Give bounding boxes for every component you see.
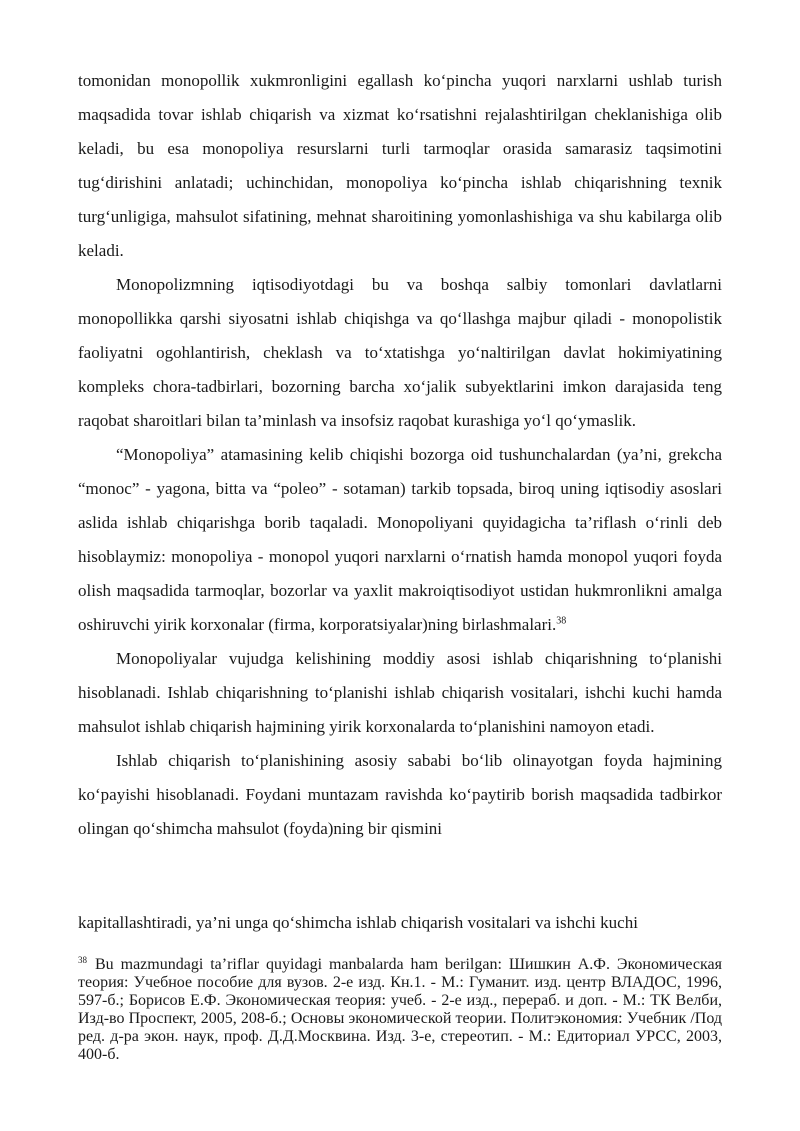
clipped-line: kapitallashtiradi, ya’ni unga qo‘shimcha ishlab chiqarish vositalari va ishchi kuchi — [78, 913, 638, 932]
footnote-mark: 38 — [78, 954, 87, 965]
paragraph-2: Monopolizmning iqtisodiyotdagi bu va boshqa salbiy tomonlari davlatlarni monopollikka qarshi siyosatni ishlab chiqishga va qo‘llashga majbur qiladi - monopolistik faoliyatni ogohlantirish, cheklash va to‘xtatishga yo‘naltirilgan davlat hokimiyatining kompleks chora-tadbirlari, bozorning barcha xo‘jalik subyektlarini imkon darajasida teng raqobat sharoitlari bilan ta’minlash va insofsiz raqobat kurashiga yo‘l qo‘ymaslik. — [78, 275, 722, 430]
paragraph-5: Ishlab chiqarish to‘planishining asosiy sababi bo‘lib olinayotgan foyda hajmining ko‘payishi hisoblanadi. Foydani muntazam ravishda ko‘paytirib borish maqsadida tadbirkor olingan qo‘shimcha mahsulot (foyda)ning bir qismini — [78, 751, 722, 838]
footnote-text: Bu mazmundagi ta’riflar quyidagi manbalarda ham berilgan: Шишкин А.Ф. Экономическая теория: Учебное пособие для вузов. 2-е изд. Кн.1. - М.: Гуманит. изд. центр ВЛАДОС, 1996, 597-б.; Борисов Е.Ф. Экономическая теория: учеб. - 2-е изд., перераб. и доп. - М.: ТК Велби, Изд-во Проспект, 2005, 208-б.; Основы экономической теории. Политэкономия: Учебник /Под ред. д-ра экон. наук, проф. Д.Д.Москвина. Изд. 3-е, стереотип. - М.: Едиториал УРСС, 2003, 400-б. — [78, 956, 722, 1063]
paragraph-1: tomonidan monopollik xukmronligini egallash ko‘pincha yuqori narxlarni ushlab turish maqsadida tovar ishlab chiqarish va xizmat ko‘rsatishni rejalashtirilgan cheklanishiga olib keladi, bu esa monopoliya resurslarni turli tarmoqlar orasida samarasiz taqsimotini tug‘dirishini anlatadi; uchinchidan, monopoliya ko‘pincha ishlab chiqarishning texnik turg‘unligiga, mahsulot sifatining, mehnat sharoitining yomonlashishiga va shu kabilarga olib keladi. — [78, 71, 722, 260]
footnote — [78, 954, 722, 1063]
footnote-reference[interactable]: 38 — [556, 615, 567, 627]
paragraph-3: “Monopoliya” atamasining kelib chiqishi bozorga oid tushunchalardan (ya’ni, grekcha “monoc” - yagona, bitta va “poleo” - sotaman) tarkib topsada, biroq uning iqtisodiy asoslari aslida ishlab chiqarishga borib taqaladi. Monopoliyani quyidagicha ta’riflash o‘rinli deb hisoblaymiz: monopoliya - monopol yuqori narxlarni o‘rnatish hamda monopol yuqori foyda olish maqsadida tarmoqlar, bozorlar va yaxlit makroiqtisodiyot ustidan hukmronlikni amalga oshiruvchi yirik korxonalar (firma, korporatsiyalar)ning birlashmalari.$^{38}$ — [78, 445, 722, 634]
paragraph-4: Monopoliyalar vujudga kelishining moddiy asosi ishlab chiqarishning to‘planishi hisoblanadi. Ishlab chiqarishning to‘planishi ishlab chiqarish vositalari, ishchi kuchi hamda mahsulot ishlab chiqarish hajmining yirik korxonalarda to‘planishini namoyon etadi. — [78, 649, 722, 736]
body-text — [78, 64, 722, 846]
